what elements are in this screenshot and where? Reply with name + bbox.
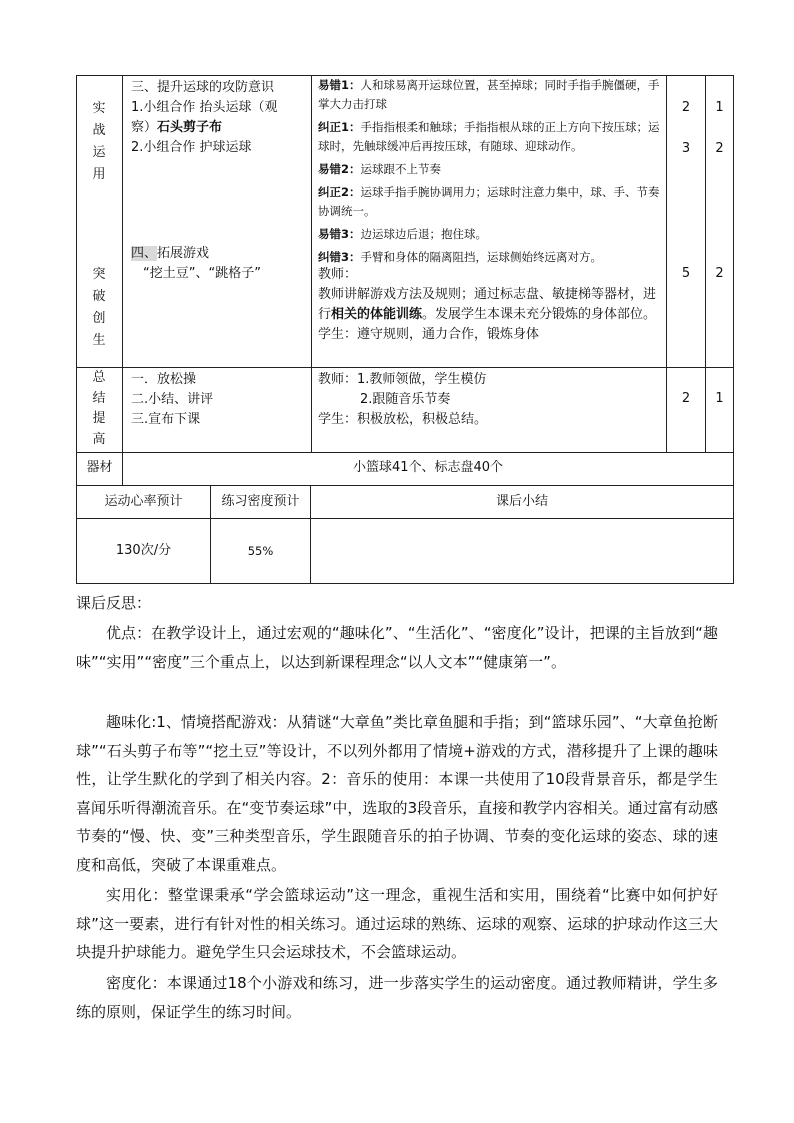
table-rule — [733, 75, 734, 584]
method-text: 手指指根柔和触球；手指指根从球的正上方向下按压球；运球时，先触球缓冲后再按压球，有随球、迎球动作。 — [318, 120, 660, 153]
content-line: 一．放松操 — [131, 372, 197, 387]
content-title-number: 四、 — [131, 246, 158, 261]
content-line: “挖土豆”、“跳格子” — [143, 266, 261, 281]
content-line: 三.宣布下课 — [131, 412, 201, 427]
section-label-summary: 总结提高 — [92, 370, 106, 447]
student-text: 学生：积极放松，积极总结。 — [318, 412, 488, 427]
teacher-text-a: 教师讲解游戏方法及规则；通过标志盘、敏捷梯等器材，进行 — [318, 287, 657, 322]
method-text: 手臂和身体的隔离阻挡，运球侧始终远离对方。 — [360, 250, 603, 264]
method-label: 纠正1： — [318, 120, 361, 134]
content-line-bold: 石头剪子布 — [157, 120, 223, 135]
breakthrough-methods — [318, 265, 658, 345]
reflection-paragraph: 密度化：本课通过18个小游戏和练习，进一步落实学生的运动密度。通过教师精讲，学生多练的原则，保证学生的练习时间。 — [76, 974, 718, 1021]
teacher-text: 2.跟随音乐节奏 — [360, 392, 451, 407]
table-rule — [76, 452, 734, 453]
content-line — [131, 118, 309, 138]
method-label: 易错3： — [318, 227, 361, 241]
reflection-paragraph: 优点：在教学设计上，通过宏观的“趣味化”、“生活化”、“密度化”设计，把课的主旨放到“趣味”“实用”“密度”三个重点上，以达到新课程理念“以人文本”“健康第一”。 — [76, 624, 718, 671]
time-value: 3 — [681, 141, 691, 156]
table-rule — [76, 367, 734, 368]
section-label-breakthrough: 突破创生 — [92, 267, 106, 348]
equipment-value: 小篮球41个、标志盘40个 — [352, 460, 504, 475]
teacher-text: 教师：1.教师领做，学生模仿 — [318, 372, 487, 387]
content-line: 2.小组合作 护球运球 — [131, 140, 252, 155]
density-header: 练习密度预计 — [221, 494, 300, 509]
method-text: 边运球边后退；抱住球。 — [360, 227, 488, 241]
method-text: 人和球易离开运球位置，甚至掉球；同时手指手腕僵硬，手掌大力击打球 — [318, 78, 660, 111]
density-value: 55% — [247, 544, 274, 558]
count-value: 1 — [715, 391, 724, 406]
time-value: 2 — [681, 391, 691, 406]
content-title-text: 拓展游戏 — [157, 246, 210, 261]
table-rule — [122, 75, 123, 452]
count-value: 2 — [715, 141, 724, 156]
table-rule — [76, 518, 734, 519]
method-item — [318, 118, 662, 156]
method-label: 易错2： — [318, 162, 361, 176]
reflection-heading: 课后反思： — [76, 594, 152, 612]
method-item — [318, 76, 662, 114]
method-item — [318, 225, 662, 244]
count-value: 1 — [715, 100, 724, 115]
table-rule — [76, 485, 734, 486]
summary-content — [131, 370, 309, 430]
time-value: 2 — [681, 100, 691, 115]
method-label: 易错1： — [318, 78, 361, 92]
method-item — [318, 183, 662, 221]
breakthrough-content — [131, 244, 309, 284]
practice-content — [131, 78, 309, 158]
method-label: 纠错3： — [318, 250, 361, 264]
content-line: 1.小组合作 抬头运球（观 — [131, 100, 278, 115]
count-value: 2 — [715, 266, 724, 281]
teacher-text-b: 。发展学生本课未充分锻炼的身体部位。 — [422, 307, 657, 322]
practice-methods — [318, 76, 662, 267]
content-line: 三、提升运球的攻防意识 — [131, 80, 275, 95]
content-title — [131, 244, 309, 264]
teacher-text — [318, 285, 658, 325]
section-label-practice: 实战运用 — [92, 101, 106, 182]
content-line: 二.小结、讲评 — [131, 392, 214, 407]
teacher-label: 教师： — [318, 267, 358, 282]
method-text: 运球跟不上节奏 — [360, 162, 442, 176]
reflection-paragraph: 趣味化:1、情境搭配游戏：从猜谜“大章鱼”类比章鱼腿和手指；到“篮球乐园”、“大章鱼抢断球”“石头剪子布等”“挖土豆”等设计，不以列外都用了情境+游戏的方式，潜移提升了上课的趣味性，让学生默化的学到了相关内容。2：音乐的使用：本课一共使用了10段背景音乐，都是学生喜闻乐听得潮流音乐。在“变节奏运球”中，选取的3段音乐，直接和教学内容相关。通过富有动感节奏的“慢、快、变”三种类型音乐，学生跟随音乐的拍子协调、节奏的变化运球的姿态、球的速度和高低，突破了本课重难点。 — [76, 713, 718, 874]
summary-methods — [318, 370, 658, 430]
method-text: 运球手指手腕协调用力；运球时注意力集中，球、手、节奏协调统一。 — [318, 185, 660, 218]
heart-rate-header: 运动心率预计 — [104, 494, 183, 509]
student-text: 学生：遵守规则，通力合作，锻炼身体 — [318, 327, 540, 342]
heart-rate-value: 130次/分 — [115, 543, 172, 558]
teacher-text-bold: 相关的体能训练 — [331, 307, 423, 322]
content-line-text: 察） — [131, 120, 158, 135]
method-item — [318, 160, 662, 179]
equipment-label: 器材 — [86, 460, 113, 475]
method-label: 纠正2： — [318, 185, 361, 199]
time-value: 5 — [681, 266, 691, 281]
summary-header: 课后小结 — [495, 494, 548, 509]
table-rule — [76, 583, 734, 584]
table-rule — [311, 75, 312, 452]
reflection-paragraph: 实用化：整堂课秉承“学会篮球运动”这一理念，重视生活和实用，围绕着“比赛中如何护好球”这一要素，进行有针对性的相关练习。通过运球的熟练、运球的观察、运球的护球动作这三大块提升护球能力。避免学生只会运球技术，不会篮球运动。 — [76, 886, 718, 961]
